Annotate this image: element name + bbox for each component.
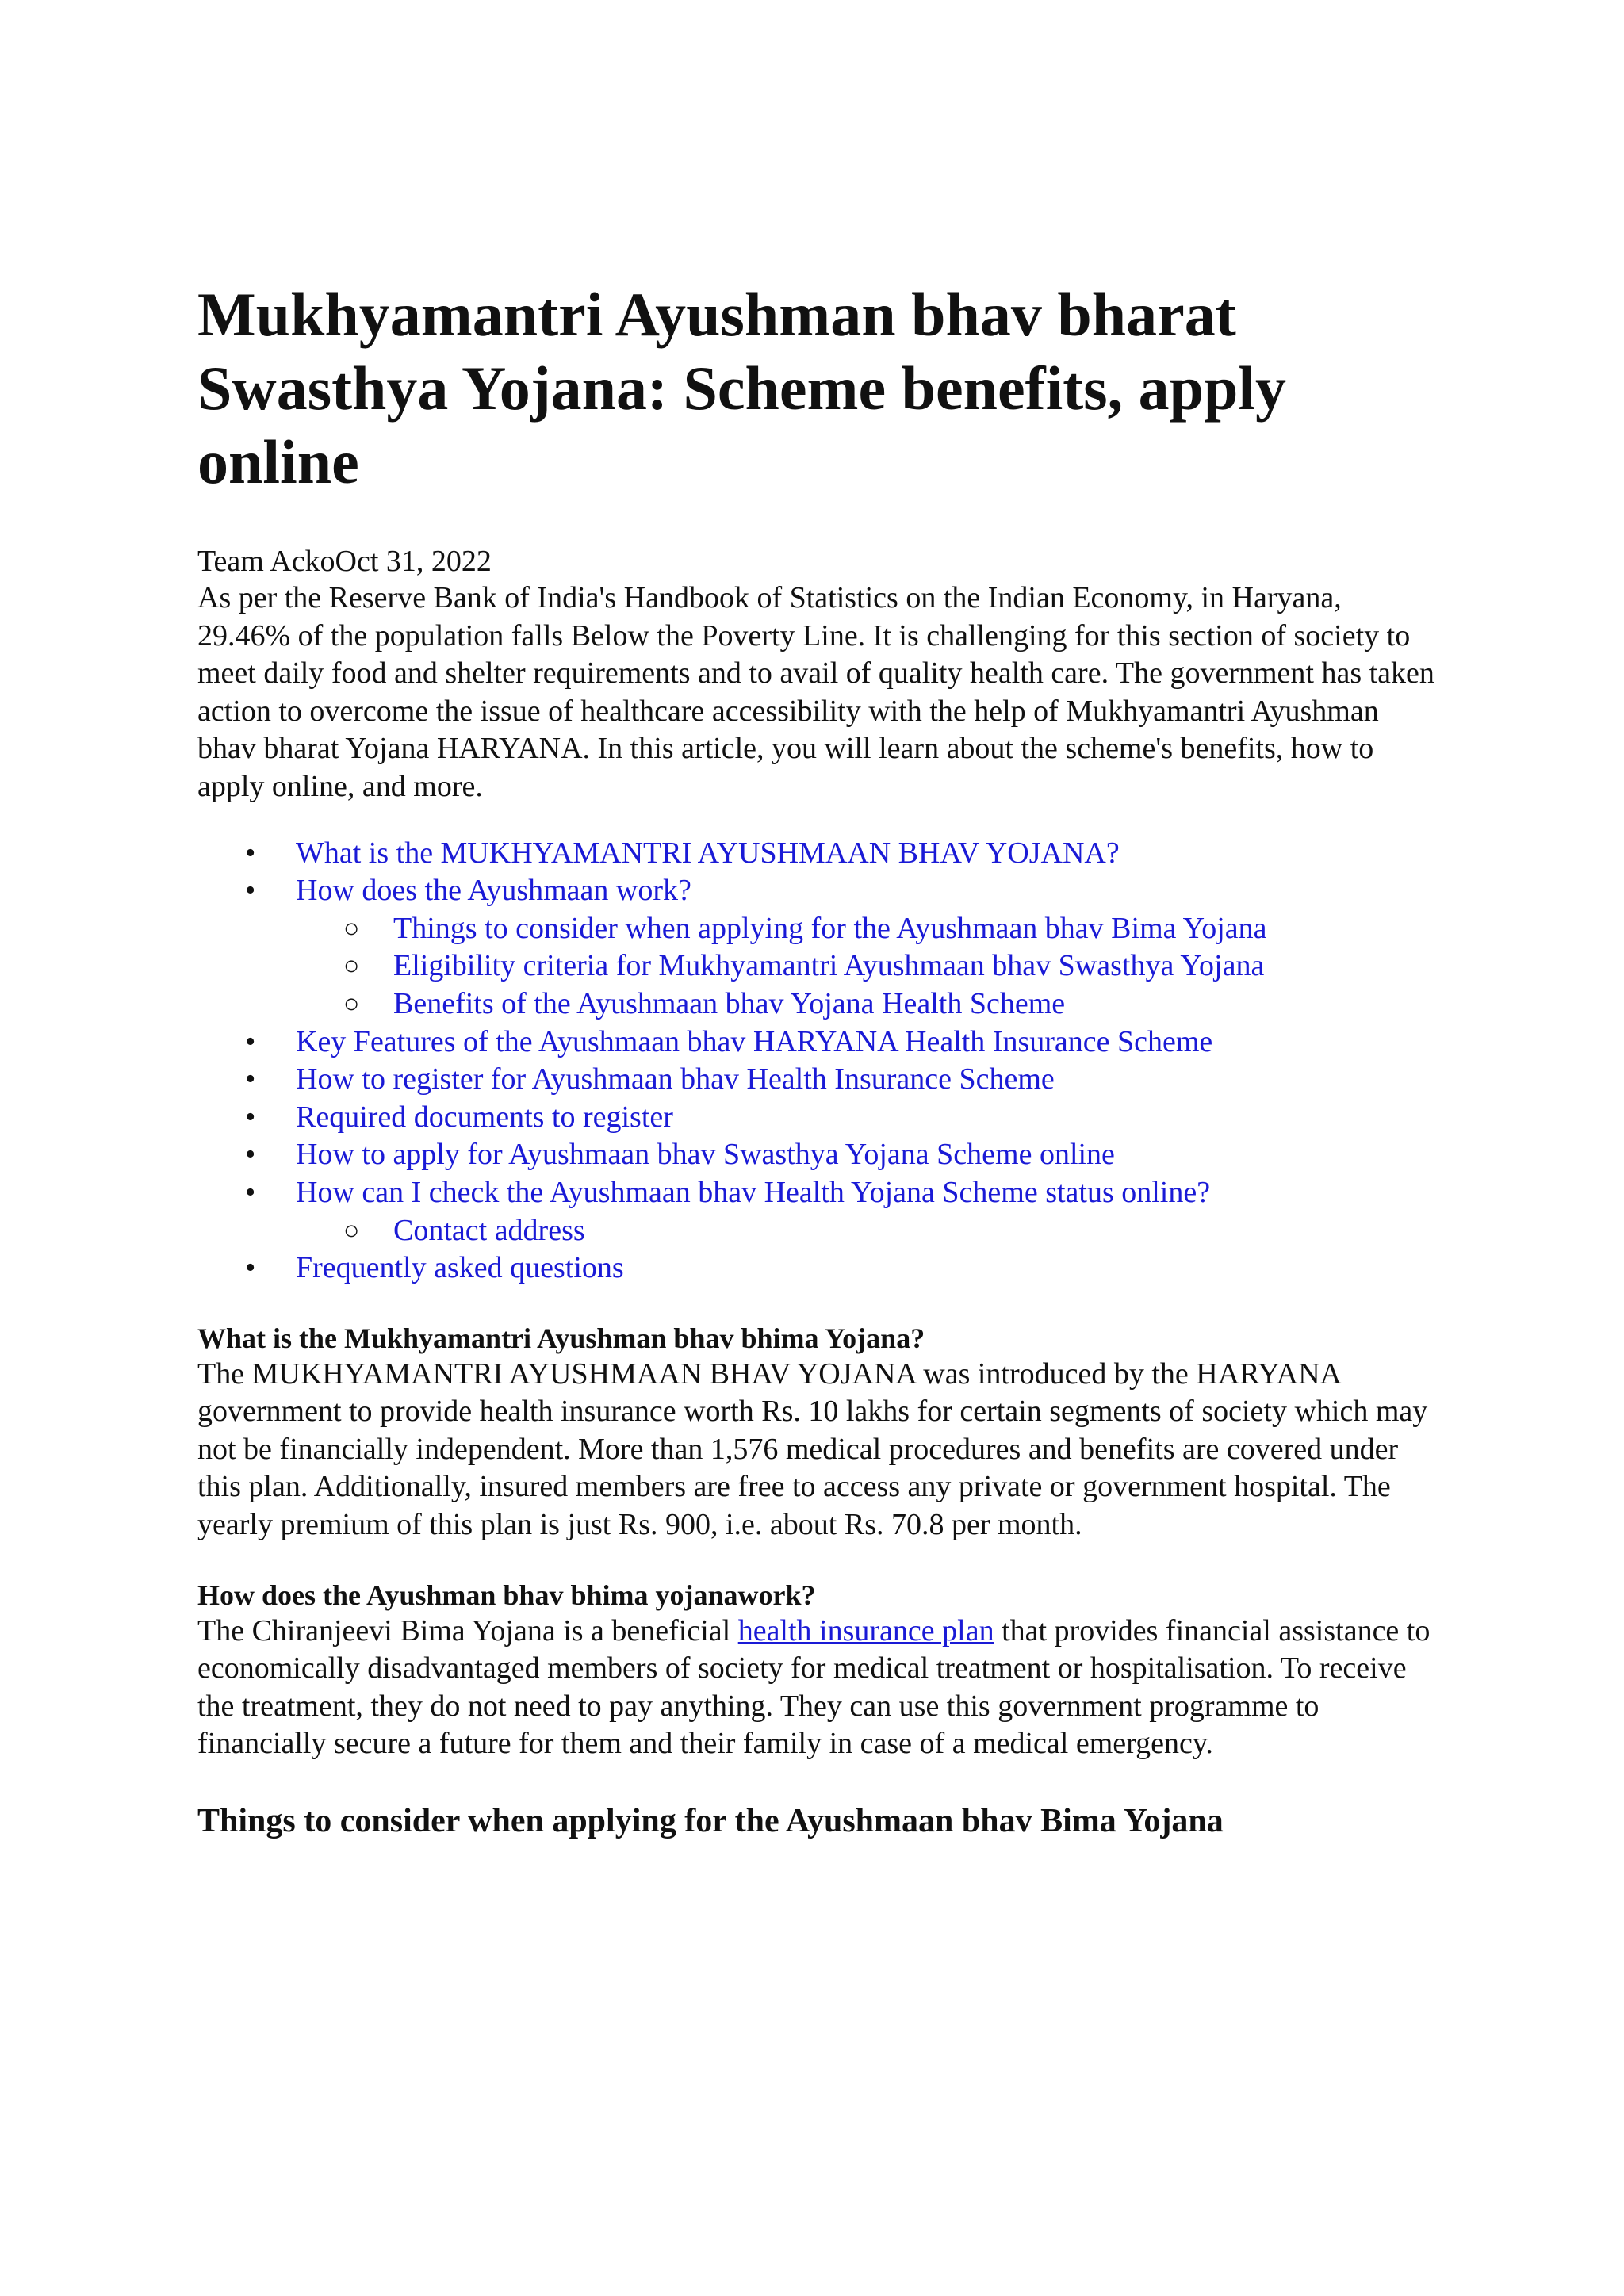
- bullet-icon: •: [245, 1062, 256, 1096]
- section-heading-what-is: What is the Mukhyamantri Ayushman bhav bhima Yojana?: [197, 1322, 925, 1354]
- toc-link-how-to-register[interactable]: How to register for Ayushmaan bhav Health Insurance Scheme: [296, 1062, 1055, 1096]
- toc-subitem: [197, 985, 1434, 1024]
- page-title: Mukhyamantri Ayushman bhav bharat Swasthya Yojana: Scheme benefits, apply online: [197, 280, 1287, 496]
- intro-paragraph: As per the Reserve Bank of India's Handbook of Statistics on the Indian Economy, in Haryana, 29.46% of the population falls Below the Poverty Line. It is challenging for this section of society to meet daily food and shelter requirements and to avail of quality health care. The government has taken action to overcome the issue of healthcare accessibility with the help of Mukhyamantri Ayushman bhav bharat Yojana HARYANA. In this article, you will learn about the scheme's benefits, how to apply online, and more.: [197, 581, 1434, 803]
- toc-link-things-to-consider[interactable]: Things to consider when applying for the Ayushmaan bhav Bima Yojana: [393, 911, 1267, 945]
- toc-link-benefits[interactable]: Benefits of the Ayushmaan bhav Yojana Health Scheme: [393, 986, 1066, 1020]
- toc-item: [197, 1024, 1434, 1062]
- toc-link-faq[interactable]: Frequently asked questions: [296, 1251, 624, 1285]
- toc-link-key-features[interactable]: Key Features of the Ayushmaan bhav HARYANA Health Insurance Scheme: [296, 1024, 1213, 1058]
- toc-item: [197, 1099, 1434, 1137]
- circle-bullet-icon: ○: [343, 951, 360, 982]
- bullet-icon: •: [245, 836, 256, 870]
- section-paragraph-what-is: The MUKHYAMANTRI AYUSHMAAN BHAV YOJANA was introduced by the HARYANA government to provide health insurance worth Rs. 10 lakhs for certain segments of society which may not be financially independent. More than 1,576 medical procedures and benefits are covered under this plan. Additionally, insured members are free to access any private or government hospital. The yearly premium of this plan is just Rs. 900, i.e. about Rs. 70.8 per month.: [197, 1357, 1428, 1542]
- bullet-icon: •: [245, 1100, 256, 1134]
- article: [197, 277, 1434, 1841]
- section-heading-how-does-it-work: How does the Ayushman bhav bhima yojanawork?: [197, 1578, 816, 1611]
- section-heading-things-to-consider: Things to consider when applying for the Ayushmaan bhav Bima Yojana: [197, 1803, 1224, 1840]
- toc-subitem: [197, 910, 1434, 948]
- bullet-icon: •: [245, 874, 256, 908]
- section-paragraph-how-does-it-work: [197, 1613, 1434, 1763]
- toc-item: [197, 1174, 1434, 1212]
- toc-link-check-status[interactable]: How can I check the Ayushmaan bhav Health Yojana Scheme status online?: [296, 1175, 1211, 1209]
- toc-link-how-does-it-work[interactable]: How does the Ayushmaan work?: [296, 874, 691, 908]
- toc-link-how-to-apply[interactable]: How to apply for Ayushmaan bhav Swasthya Yojana Scheme online: [296, 1138, 1115, 1172]
- paragraph-text: The Chiranjeevi Bima Yojana is a beneficial: [197, 1613, 738, 1647]
- toc-item: [197, 1136, 1434, 1174]
- bullet-icon: •: [245, 1251, 256, 1285]
- toc-subitem: [197, 947, 1434, 985]
- bullet-icon: •: [245, 1138, 256, 1172]
- health-insurance-plan-link[interactable]: health insurance plan: [737, 1613, 994, 1647]
- bullet-icon: •: [245, 1024, 256, 1058]
- byline: Team AckoOct 31, 2022: [197, 545, 492, 578]
- circle-bullet-icon: ○: [343, 1215, 360, 1246]
- toc-link-eligibility[interactable]: Eligibility criteria for Mukhyamantri Ayushmaan bhav Swasthya Yojana: [393, 949, 1265, 983]
- circle-bullet-icon: ○: [343, 913, 360, 943]
- toc-link-contact-address[interactable]: Contact address: [393, 1213, 585, 1247]
- circle-bullet-icon: ○: [343, 989, 360, 1019]
- toc-link-required-documents[interactable]: Required documents to register: [296, 1100, 673, 1134]
- paragraph-text: that provides financial assistance to economically disadvantaged members of society for medical treatment or hospitalisation. To receive the treatment, they do not need to pay anything. They can use this government programme to financially secure a future for them and their family in case of a medical emergency.: [197, 1613, 1431, 1761]
- toc-item: [197, 872, 1434, 910]
- toc-item: [197, 1249, 1434, 1288]
- toc-item: [197, 835, 1434, 873]
- toc-item: [197, 1061, 1434, 1099]
- table-of-contents: [197, 835, 1434, 1288]
- toc-subitem: [197, 1212, 1434, 1250]
- bullet-icon: •: [245, 1175, 256, 1209]
- toc-link-what-is[interactable]: What is the MUKHYAMANTRI AYUSHMAAN BHAV YOJANA?: [296, 836, 1120, 870]
